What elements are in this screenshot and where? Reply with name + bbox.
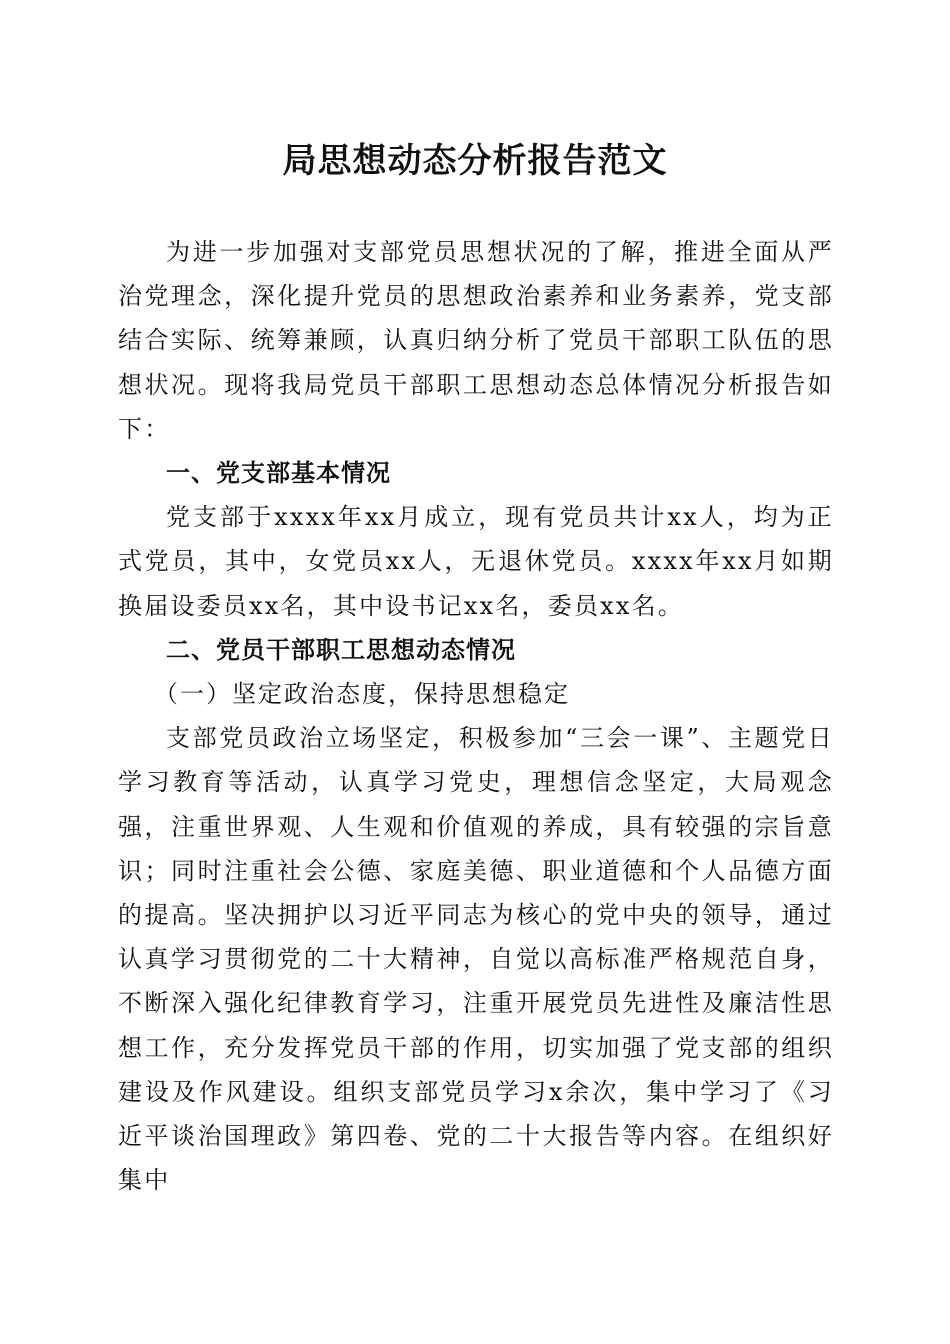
section-heading-basic-info: 一、党支部基本情况 [166,459,391,488]
document-title: 局思想动态分析报告范文 [282,141,668,181]
document-body [118,230,834,1202]
subsection-heading-political-stance: （一）坚定政治态度，保持思想稳定 [154,680,570,709]
political-stance-paragraph: 支部党员政治立场坚定，积极参加“三会一课”、主题党日学习教育等活动，认真学习党史，理想信念坚定，大局观念强，注重世界观、人生观和价值观的养成，具有较强的宗旨意识；同时注重社会公德、家庭美德、职业道德和个人品德方面的提高。坚决拥护以习近平同志为核心的党中央的领导，通过认真学习贯彻党的二十大精神，自觉以高标准严格规范自身，不断深入强化纪律教育学习，注重开展党员先进性及廉洁性思想工作，充分发挥党员干部的作用，切实加强了党支部的组织建设及作风建设。组织支部党员学习x余次，集中学习了《习近平谈治国理政》第四卷、党的二十大报告等内容。在组织好集中 [118,724,834,1195]
intro-paragraph: 为进一步加强对支部党员思想状况的了解，推进全面从严治党理念，深化提升党员的思想政治素养和业务素养，党支部结合实际、统筹兼顾，认真归纳分析了党员干部职工队伍的思想状况。现将我局党员干部职工思想动态总体情况分析报告如下： [118,238,834,443]
basic-info-paragraph: 党支部于xxxx年xx月成立，现有党员共计xx人，均为正式党员，其中，女党员xx人，无退休党员。xxxx年xx月如期换届设委员xx名，其中设书记xx名，委员xx名。 [118,503,834,620]
section-heading-ideology: 二、党员干部职工思想动态情况 [166,635,516,664]
